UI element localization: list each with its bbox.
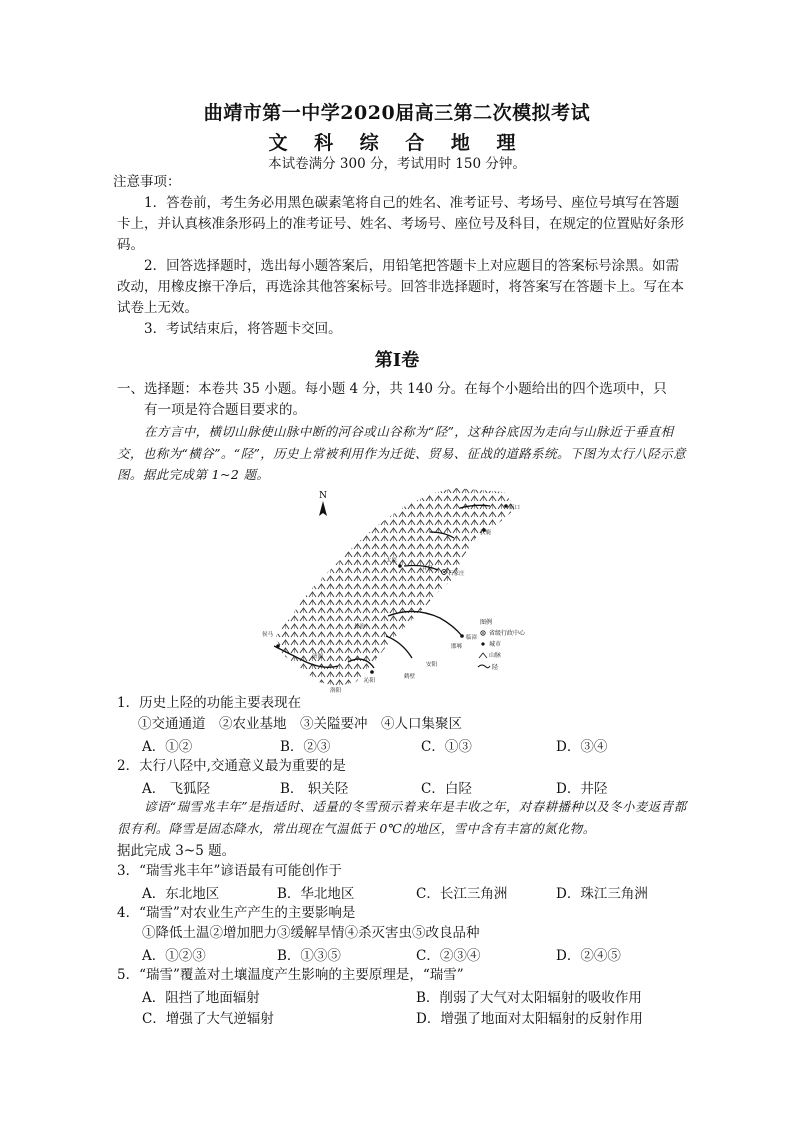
q1-option-b: B．②③ bbox=[280, 739, 331, 755]
legend-pass: 陉 bbox=[492, 664, 499, 671]
city-label-nankou: 南口 bbox=[509, 505, 521, 511]
city-label-houma: 侯马 bbox=[262, 632, 274, 638]
passage-1: 在方言中，横切山脉使山脉中断的河谷或山谷称为“陉”，这种谷底因为走向与山脉近于垂直相交，也称为“横谷”。“陉”，历史上常被利用作为迁徙、贸易、征战的道路系统。下图为太行八陉示意图。据此完成第 1~2 题。 bbox=[117, 424, 686, 482]
notice-block bbox=[113, 172, 687, 340]
legend-city-icon bbox=[481, 642, 484, 645]
north-arrow-icon bbox=[319, 491, 327, 516]
section-intro bbox=[117, 379, 687, 421]
city-label-linzhang: 临漳 bbox=[466, 635, 478, 641]
city-label-handan: 邯郸 bbox=[451, 644, 463, 650]
q3-option-b: B．华北地区 bbox=[277, 886, 355, 902]
score-line: 本试卷满分 300 分，考试用时 150 分钟。 bbox=[268, 156, 526, 172]
city-label-qinyang: 沁阳 bbox=[364, 678, 376, 684]
legend-mountain-icon bbox=[479, 653, 487, 658]
legend-city: 城市 bbox=[489, 641, 502, 648]
city-dot-taiyuan bbox=[398, 564, 402, 568]
passage-2: 谚语“瑞雪兆丰年”是指适时、适量的冬雪预示着来年是丰收之年，对春耕播种以及冬小麦返青都很有利。降雪是固态降水，常出现在气温低于 0℃的地区，雪中含有丰富的氮化物。 bbox=[117, 799, 687, 836]
notice-item-2: 2．回答选择题时，选出每小题答案后，用铅笔把答题卡上对应题目的答案标号涂黑。如需改动，用橡皮擦干净后，再选涂其他答案标号。回答非选择题时，将答案写在答题卡上。写在本试卷上无效。 bbox=[117, 258, 684, 316]
city-label-shijiazhuang: 石家庄 bbox=[448, 571, 465, 577]
q1-option-a: A．①② bbox=[142, 739, 193, 755]
q4-option-a: A．①②③ bbox=[142, 948, 206, 964]
q3-option-d: D．珠江三角洲 bbox=[556, 886, 648, 902]
city-dot-nankou bbox=[504, 504, 508, 508]
city-label-changzhi: 长治 bbox=[354, 624, 366, 630]
notice-item-1: 1．答卷前，考生务必用黑色碳素笔将自己的姓名、准考证号、考场号、座位号填写在答题卡上，并认真核准条形码上的准考证号、姓名、考场号、座位号及科目，在规定的位置贴好条形码。 bbox=[117, 195, 684, 253]
section-title: 第Ⅰ卷 bbox=[374, 350, 420, 371]
passage-2-tail: 据此完成 3~5 题。 bbox=[117, 843, 236, 859]
city-dot-houma bbox=[276, 644, 280, 648]
q4-option-c: C．②③④ bbox=[416, 948, 481, 964]
q5-option-d: D．增强了地面对太阳辐射的反射作用 bbox=[416, 1011, 643, 1027]
q2-option-a: A． 飞狐陉 bbox=[142, 781, 211, 797]
taihang-map bbox=[254, 486, 554, 696]
map-legend bbox=[478, 618, 526, 671]
city-label-luoyang: 洛阳 bbox=[330, 688, 342, 694]
question-4-stem: 4．“瑞雪”对农业生产产生的主要影响是 bbox=[117, 905, 356, 921]
q2-option-c: C．白陉 bbox=[421, 781, 472, 797]
north-label: N bbox=[319, 491, 327, 501]
q3-option-a: A．东北地区 bbox=[142, 886, 220, 902]
city-dot-linzhang bbox=[460, 634, 464, 638]
capital-dot-center bbox=[443, 571, 445, 573]
question-1-stem: 1．历史上陉的功能主要表现在 bbox=[117, 695, 302, 711]
exam-title: 曲靖市第一中学2020届高三第二次模拟考试 bbox=[203, 102, 591, 124]
q5-option-c: C．增强了大气逆辐射 bbox=[142, 1011, 274, 1027]
q1-option-c: C．①③ bbox=[421, 739, 472, 755]
legend-capital-dot bbox=[482, 632, 484, 634]
city-label-anyang: 安阳 bbox=[426, 662, 438, 668]
legend-title: 图例 bbox=[480, 619, 493, 626]
q1-option-d: D．③④ bbox=[556, 739, 608, 755]
question-1-sub: ①交通通道 ②农业基地 ③关隘要冲 ④人口集聚区 bbox=[138, 716, 462, 732]
legend-capital: 省级行政中心 bbox=[489, 630, 526, 637]
section-intro-line1: 一、选择题：本卷共 35 小题。每小题 4 分，共 140 分。在每个小题给出的四个选项中，只 bbox=[117, 381, 667, 397]
q3-option-c: C．长江三角洲 bbox=[416, 886, 508, 902]
notice-heading: 注意事项： bbox=[113, 174, 181, 190]
city-label-taiyuan: 太原 bbox=[386, 558, 398, 564]
notice-item-3: 3．考试结束后，将答题卡交回。 bbox=[144, 321, 342, 337]
city-label-shunping: 获鹿 bbox=[480, 530, 492, 536]
city-label-jiyuan: 济源 bbox=[312, 654, 324, 660]
q4-option-d: D．②④⑤ bbox=[556, 948, 621, 964]
city-label-hebi: 鹤壁 bbox=[404, 674, 416, 680]
q4-option-b: B．①③⑤ bbox=[277, 948, 341, 964]
section-intro-line2: 有一项是符合题目要求的。 bbox=[144, 402, 306, 418]
q5-option-a: A．阻挡了地面辐射 bbox=[142, 990, 260, 1006]
q2-option-d: D．井陉 bbox=[556, 781, 608, 797]
question-5-stem: 5．“瑞雪”覆盖对土壤温度产生影响的主要原理是，“瑞雪” bbox=[117, 967, 464, 983]
q5-option-b: B．削弱了大气对太阳辐射的吸收作用 bbox=[416, 990, 642, 1006]
city-label-jingxing: 井陉 bbox=[422, 566, 434, 572]
q2-option-b: B． 轵关陉 bbox=[280, 781, 349, 797]
city-dot-qinyang bbox=[370, 670, 374, 674]
legend-pass-icon bbox=[478, 665, 490, 668]
legend-mountain: 山脉 bbox=[489, 652, 502, 659]
question-4-sub: ①降低土温②增加肥力③缓解旱情④杀灭害虫⑤改良品种 bbox=[142, 925, 480, 941]
question-2-stem: 2．太行八陉中,交通意义最为重要的是 bbox=[117, 758, 346, 774]
question-3-stem: 3．“瑞雪兆丰年”谚语最有可能创作于 bbox=[117, 863, 342, 879]
exam-subtitle: 文 科 综 合 地 理 bbox=[268, 132, 526, 154]
